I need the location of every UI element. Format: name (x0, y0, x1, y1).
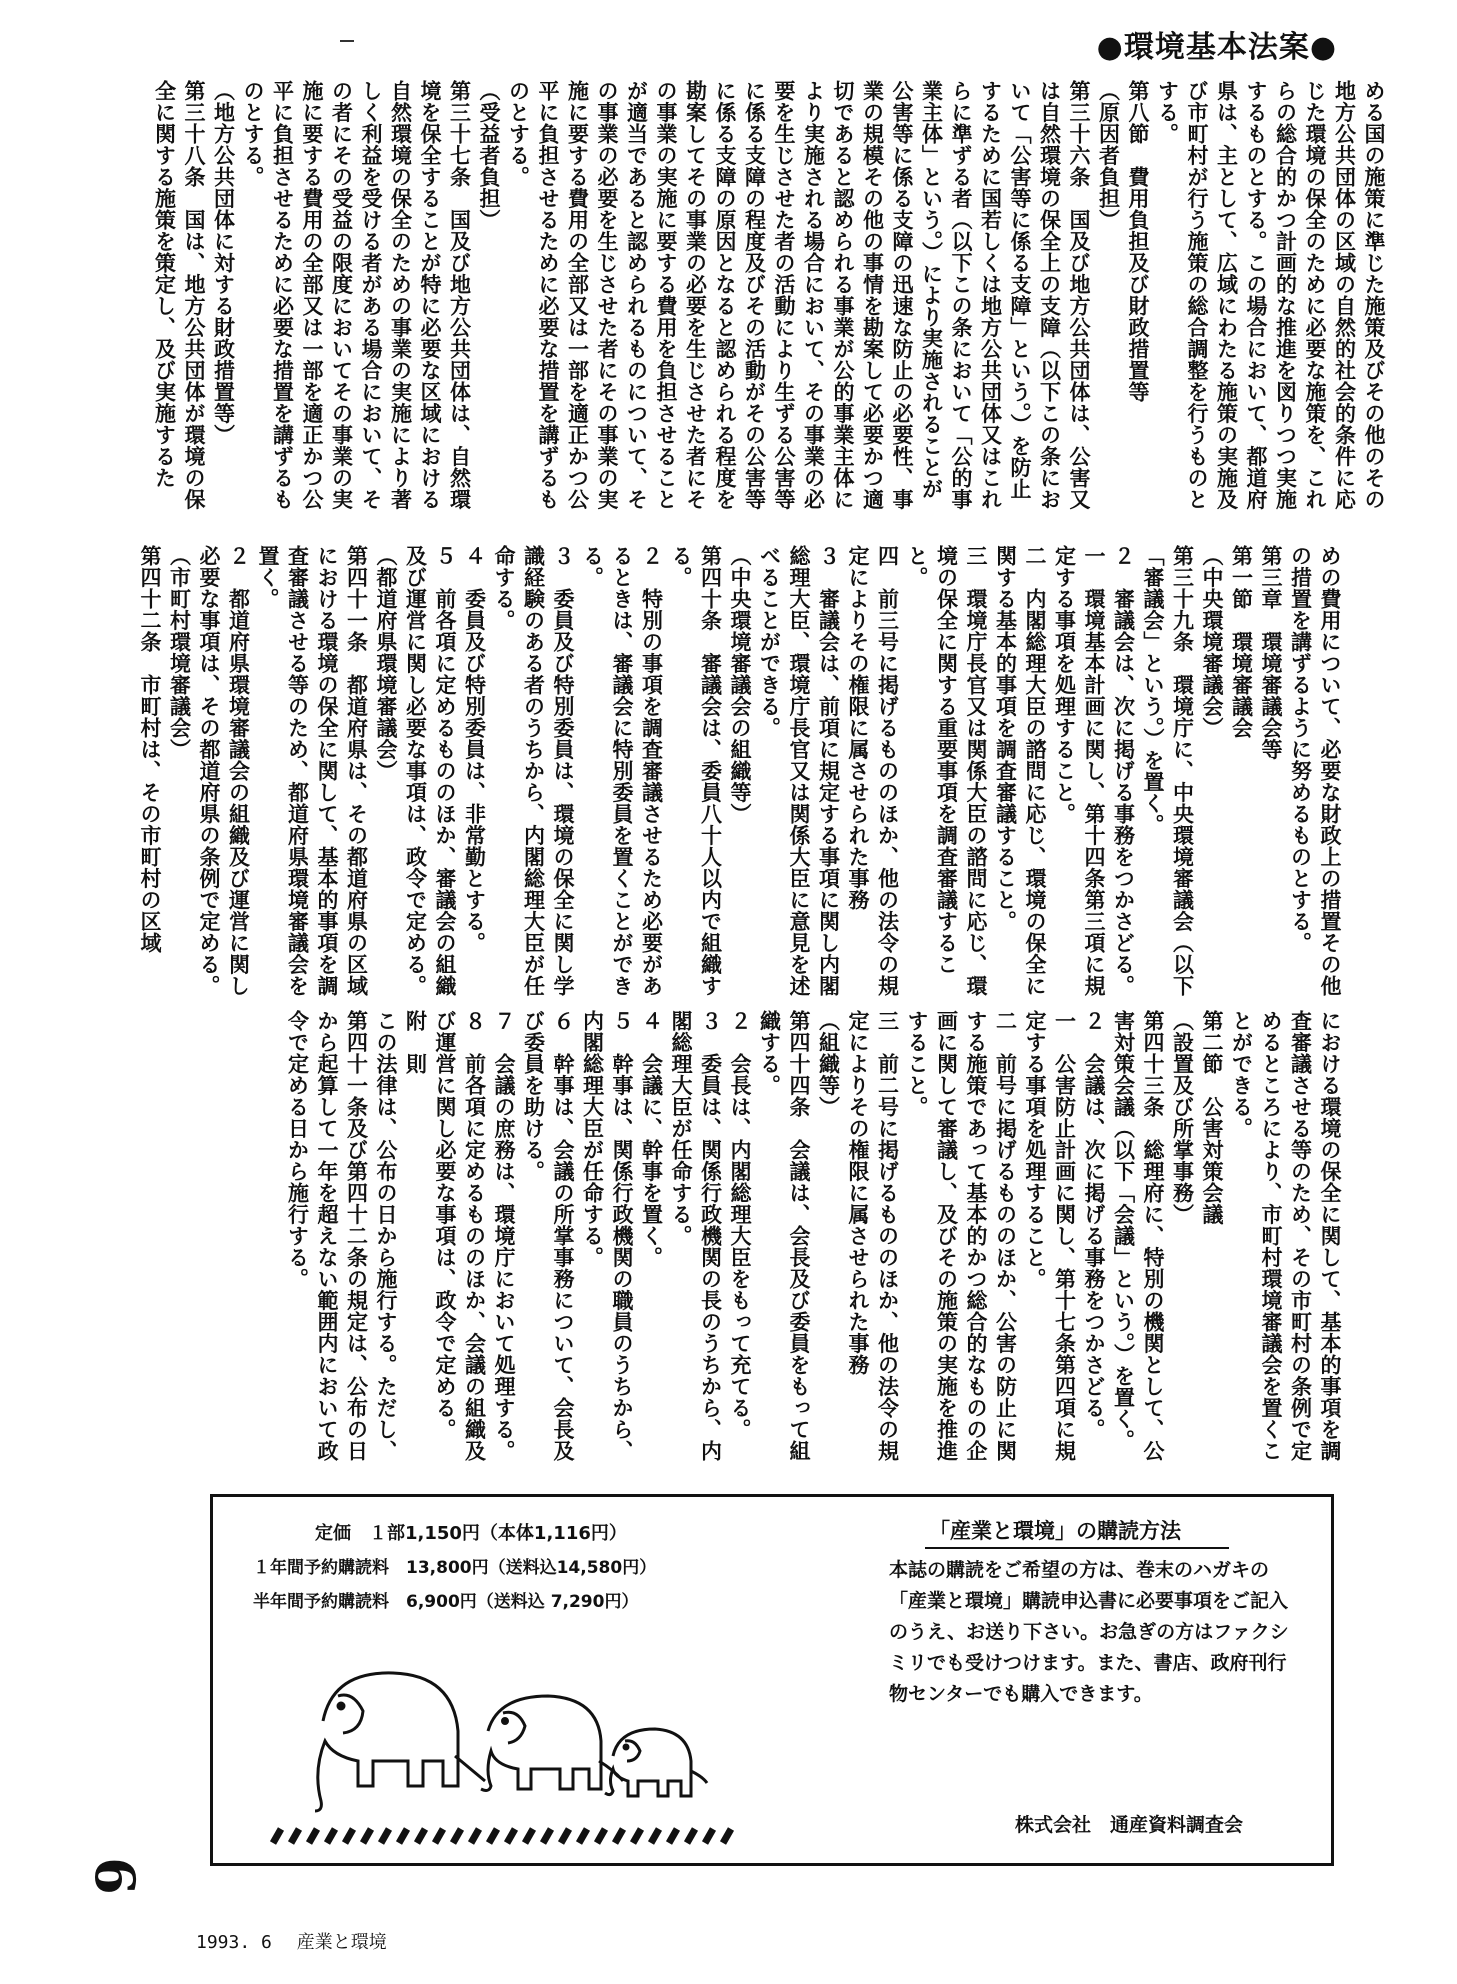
subscription-title (929, 1515, 1181, 1545)
publisher-name: 株式会社 通産資料調査会 (1015, 1814, 1244, 1836)
subscription-box (210, 1494, 1334, 1866)
subscription-title-text: 「産業と環境」の購読方法 (929, 1519, 1181, 1543)
page-number: 6 (82, 1857, 147, 1895)
page-header-title: ●環境基本法案● (1096, 30, 1337, 65)
price-half-year: 半年間予約購読料 6,900円（送料込 7,290円） (253, 1592, 639, 1612)
page-footer (196, 1928, 401, 1954)
price-annual: １年間予約購読料 13,800円（送料込14,580円） (253, 1558, 657, 1578)
pricing-block (253, 1517, 656, 1619)
footer-date: 1993. 6 (196, 1932, 272, 1953)
elephants-illustration (263, 1661, 763, 1851)
price-single: 定価 １部1,150円（本体1,116円） (315, 1523, 627, 1544)
text-column-1: める国の施策に準じた施策及びその他のその地方公共団体の区域の自然的社会的条件に応じた環境の保全のために必要な施策を、これらの総合的かつ計画的な推進を図りつつ実施するものとする。この場合において、都道府県は、主として、広域にわたる施策の実施及び市町村が行う施策の総合調整を行うものとする。 第八節 費用負担及び財政措置等 （原因者負担） 第三十六条 国及び地方公共団体は、公害又は自然環境の保全上の支障（以下この条において「公害等に係る支障」という。）を防止するために国若しくは地方公共団体又はこれらに準ずる者（以下この条において「公的事業主体」という。）により実施されることが公害等に係る支障の迅速な防止の必要性、事業の規模その他の事情を勘案して必要かつ適切であると認められる事業が公的事業主体により実施される場合において、その事業の必要を生じさせた者の活動により生ずる公害等に係る支障の程度及びその活動がその公害等に係る支障の原因となると認められる程度を勘案してその事業の必要を生じさせた者にその事業の実施に要する費用を負担させることが適当であると認められるものについて、その事業の必要を生じさせた者にその事業の実施に要する費用の全部又は一部を適正かつ公平に負担させるために必要な措置を講ずるものとする。 （受益者負担） 第三十七条 国及び地方公共団体は、自然環境を保全することが特に必要な区域における自然環境の保全のための事業の実施により著しく利益を受ける者がある場合において、その者にその受益の限度においてその事業の実施に要する費用の全部又は一部を適正かつ公平に負担させるために必要な措置を講ずるものとする。 （地方公共団体に対する財政措置等） 第三十八条 国は、地方公共団体が環境の保全に関する施策を策定し、及び実施するた (152, 80, 1387, 510)
text-column-2: めの費用について、必要な財政上の措置その他の措置を講ずるように努めるものとする。 第三章 環境審議会等 第一節 環境審議会 （中央環境審議会） 第三十九条 環境庁に、中央環境審議会（以下「審議会」という。）を置く。 ２ 審議会は、次に掲げる事務をつかさどる。 一 環境基本計画に関し、第十四条第三項に規定する事項を処理すること。 二 内閣総理大臣の諮問に応じ、環境の保全に関する基本的事項を調査審議すること。 三 環境庁長官又は関係大臣の諮問に応じ、環境の保全に関する重要事項を調査審議すること。 四 前三号に掲げるもののほか、他の法令の規定によりその権限に属させられた事務 ３ 審議会は、前項に規定する事項に関し内閣総理大臣、環境庁長官又は関係大臣に意見を述べることができる。 （中央環境審議会の組織等） 第四十条 審議会は、委員八十人以内で組織する。 ２ 特別の事項を調査審議させるため必要があるときは、審議会に特別委員を置くことができる。 ３ 委員及び特別委員は、環境の保全に関し学識経験のある者のうちから、内閣総理大臣が任命する。 ４ 委員及び特別委員は、非常勤とする。 ５ 前各項に定めるもののほか、審議会の組織及び運営に関し必要な事項は、政令で定める。 （都道府県環境審議会） 第四十一条 都道府県は、その都道府県の区域における環境の保全に関して、基本的事項を調査審議させる等のため、都道府県環境審議会を置く。 ２ 都道府県環境審議会の組織及び運営に関し必要な事項は、その都道府県の条例で定める。 （市町村環境審議会） 第四十二条 市町村は、その市町村の区域 (138, 545, 1343, 997)
text-column-3: における環境の保全に関して、基本的事項を調査審議させる等のため、その市町村の条例で定めるところにより、市町村環境審議会を置くことができる。 第二節 公害対策会議 （設置及び所掌事務） 第四十三条 総理府に、特別の機関として、公害対策会議（以下「会議」という。）を置く。 ２ 会議は、次に掲げる事務をつかさどる。 一 公害防止計画に関し、第十七条第四項に規定する事項を処理すること。 二 前号に掲げるもののほか、公害の防止に関する施策であって基本的かつ総合的なものの企画に関して審議し、及びその施策の実施を推進すること。 三 前二号に掲げるもののほか、他の法令の規定によりその権限に属させられた事務 （組織等） 第四十四条 会議は、会長及び委員をもって組織する。 ２ 会長は、内閣総理大臣をもって充てる。 ３ 委員は、関係行政機関の長のうちから、内閣総理大臣が任命する。 ４ 会議に、幹事を置く。 ５ 幹事は、関係行政機関の職員のうちから、内閣総理大臣が任命する。 ６ 幹事は、会議の所掌事務について、会長及び委員を助ける。 ７ 会議の庶務は、環境庁において処理する。 ８ 前各項に定めるもののほか、会議の組織及び運営に関し必要な事項は、政令で定める。 附 則 この法律は、公布の日から施行する。ただし、第四十一条及び第四十二条の規定は、公布の日から起算して一年を超えない範囲内において政令で定める日から施行する。 (285, 1010, 1343, 1462)
scan-mark (340, 40, 354, 42)
footer-magazine: 産業と環境 (296, 1932, 387, 1953)
subscription-body: 本誌の購読をご希望の方は、巻末のハガキの「産業と環境」購読申込書に必要事項をご記入のうえ、お送り下さい。お急ぎの方はファクシミリでも受けつけます。また、書店、政府刊行物センターでも購入できます。 (889, 1559, 1289, 1705)
subscription-title-underline (925, 1547, 1229, 1549)
